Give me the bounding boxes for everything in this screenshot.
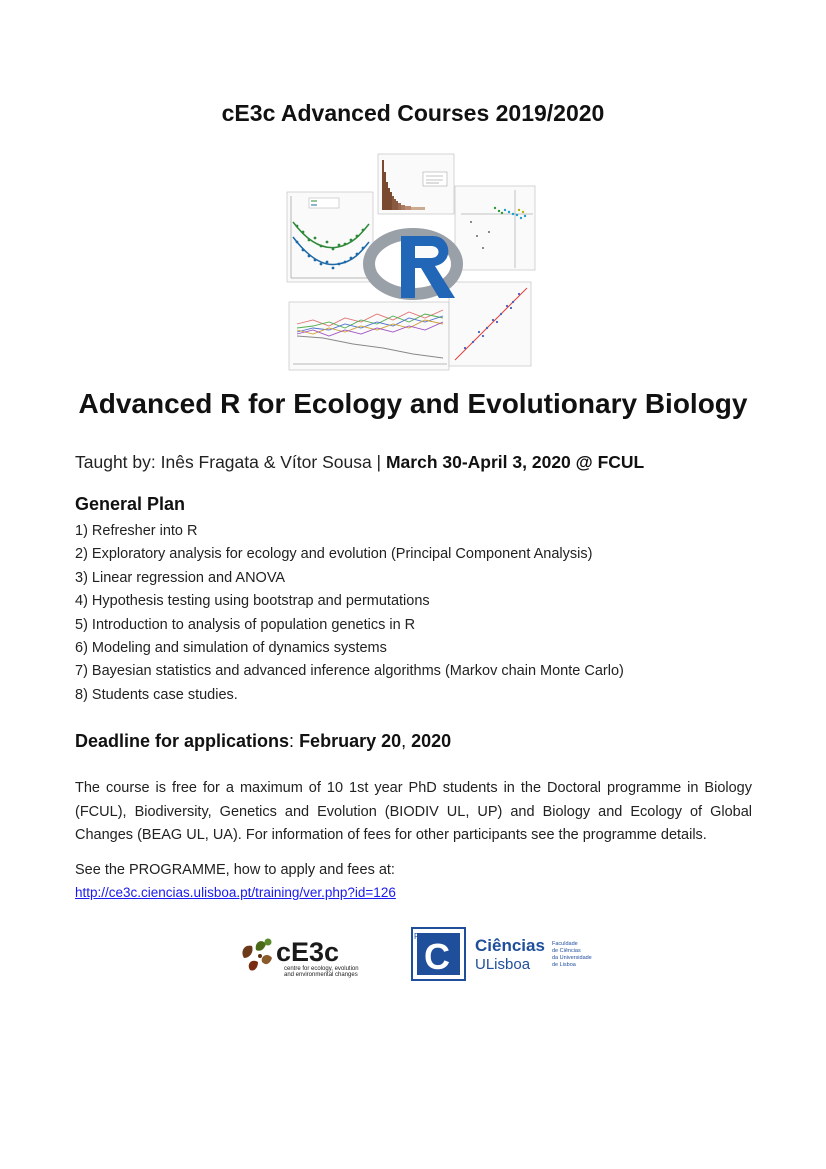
ciencias-small-f: F (414, 932, 419, 941)
instructors-text: Taught by: Inês Fragata & Vítor Sousa | (75, 452, 386, 472)
scatter-curve-panel (287, 192, 373, 282)
ce3c-tagline-2: and environmental changes (284, 972, 358, 978)
cluster-scatter-panel (455, 186, 535, 270)
ce3c-tagline-1: centre for ecology, evolution (284, 966, 359, 972)
eligibility-paragraph: The course is free for a maximum of 10 1st year PhD students in the Doctoral programme in Biology (FCUL), Biodiversity, Genetics and Evolution (BIODIV UL, UP) and Biology and Ecology of Global Changes (BEAG UL, UA). For information of fees for other participants see the programme details. (75, 780, 752, 843)
deadline-line (75, 731, 451, 752)
plan-item: 3) Linear regression and ANOVA (75, 569, 286, 586)
header-title: cE3c Advanced Courses 2019/2020 (221, 100, 605, 126)
multi-line-panel (289, 302, 449, 370)
leaf-icon (242, 939, 272, 971)
plan-item: 7) Bayesian statistics and advanced inference algorithms (Markov chain Monte Carlo) (75, 663, 624, 680)
ciencias-letter: C (424, 936, 450, 977)
plan-item: 1) Refresher into R (75, 523, 198, 539)
course-dates: March 30-April 3, 2020 @ FCUL (385, 452, 645, 472)
deadline-year: 2020 (411, 731, 452, 751)
taught-by-line (75, 452, 644, 473)
deadline-date: February 20 (299, 731, 402, 751)
course-title: Advanced R for Ecology and Evolutionary Biology (78, 388, 748, 419)
ciencias-ulisboa-logo (411, 927, 611, 981)
plan-item: 2) Exploratory analysis for ecology and evolution (Principal Component Analysis) (75, 546, 593, 563)
r-logo (369, 234, 457, 298)
deadline-label: Deadline for applications (75, 731, 290, 751)
ce3c-wordmark: cE3c (276, 937, 340, 967)
ciencias-sub-1: Faculdade (552, 941, 578, 947)
deadline-separator: : (289, 731, 300, 751)
r-collage-illustration (283, 152, 538, 374)
ciencias-name-1: Ciências (475, 936, 545, 955)
histogram-panel (378, 154, 454, 214)
plan-item: 8) Students case studies. (75, 686, 238, 703)
plan-item: 4) Hypothesis testing using bootstrap and permutations (75, 593, 430, 610)
ciencias-sub-3: da Universidade (552, 955, 592, 961)
plan-item: 6) Modeling and simulation of dynamics systems (75, 640, 387, 657)
ciencias-sub-2: de Ciências (552, 948, 581, 954)
see-programme-text: See the PROGRAMME, how to apply and fees at: (75, 862, 395, 878)
regression-panel (449, 282, 531, 366)
plan-item: 5) Introduction to analysis of population genetics in R (75, 616, 416, 633)
ciencias-sub-4: de Lisboa (552, 962, 576, 968)
ciencias-name-2: ULisboa (475, 956, 531, 973)
programme-link[interactable]: http://ce3c.ciencias.ulisboa.pt/training/ver.php?id=126 (75, 885, 396, 900)
deadline-comma: , (401, 731, 412, 751)
general-plan-heading: General Plan (75, 494, 186, 514)
general-plan-list (75, 520, 624, 707)
ce3c-logo (238, 928, 398, 978)
